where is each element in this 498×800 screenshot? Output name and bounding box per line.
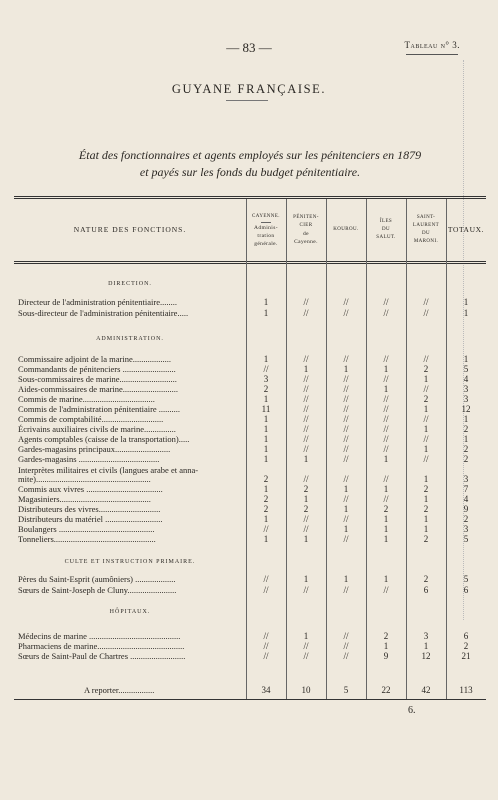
cell-value: 2	[303, 504, 309, 514]
cell-value: 1	[423, 524, 429, 534]
cell-value: 1	[343, 484, 349, 494]
row-label: Directeur de l'administration pénitentiaire........	[18, 297, 177, 307]
row-label: Agents comptables (caisse de la transportation).....	[18, 434, 190, 444]
cell-value: 6	[463, 631, 469, 641]
cell-value: 5	[463, 364, 469, 374]
cell-value: //	[263, 574, 269, 584]
cell-value: 1	[263, 444, 269, 454]
row-label: Aides-commissaires de marine..........................	[18, 384, 179, 394]
cell-value: 1	[423, 474, 429, 484]
cell-value: 2	[423, 574, 429, 584]
cell-value: //	[303, 514, 309, 524]
cell-value: 1	[343, 524, 349, 534]
subtitle-line-2: et payés sur les fonds du budget pénitentiaire.	[139, 165, 361, 179]
cell-value: 1	[383, 534, 389, 544]
cell-value: 2	[263, 504, 269, 514]
cell-value: //	[383, 394, 389, 404]
cell-value: 1	[463, 354, 469, 364]
cell-value: 3	[463, 524, 469, 534]
cell-value: 1	[263, 434, 269, 444]
cell-value: //	[303, 434, 309, 444]
cell-value: 1	[263, 424, 269, 434]
section-direction: DIRECTION.	[108, 281, 152, 287]
cell-value: 2	[463, 444, 469, 454]
cell-value: 7	[463, 484, 469, 494]
cell-value: //	[263, 641, 269, 651]
header-label: TOTAUX.	[447, 225, 485, 234]
cell-value: //	[343, 585, 349, 595]
cell-value: //	[303, 524, 309, 534]
cell-value: //	[343, 354, 349, 364]
cell-value: //	[343, 494, 349, 504]
row-label: Sœurs de Saint-Paul de Chartres ..........................	[18, 651, 186, 661]
cell-value: 2	[463, 641, 469, 651]
cell-value: //	[343, 534, 349, 544]
row-label: Écrivains auxiliaires civils de marine...............	[18, 424, 176, 434]
cell-value: //	[343, 444, 349, 454]
cell-value: 2	[263, 384, 269, 394]
cell-value: 1	[383, 514, 389, 524]
header-label: tration	[257, 232, 275, 239]
cell-value: 1	[423, 404, 429, 414]
cell-value: //	[383, 414, 389, 424]
cell-value: 6	[463, 585, 469, 595]
cell-value: //	[383, 404, 389, 414]
cell-value: //	[343, 414, 349, 424]
cell-value: 1	[343, 504, 349, 514]
row-label: Sous-directeur de l'administration pénitentiaire.....	[18, 308, 189, 318]
cell-value: 1	[263, 484, 269, 494]
cell-value: //	[303, 651, 309, 661]
row-label: Pharmaciens de marine.........................................	[18, 641, 185, 651]
header-nature	[14, 199, 246, 261]
a-reporter-value: 113	[459, 685, 473, 695]
cell-value: //	[383, 297, 389, 307]
cell-value: 21	[461, 651, 471, 661]
header-kourou	[326, 199, 366, 261]
cell-value: //	[303, 354, 309, 364]
reference-rule	[406, 54, 458, 55]
header-label: CAYENNE.	[252, 213, 280, 219]
row-label: Distributeurs des vivres.............................	[18, 504, 161, 514]
cell-value: 2	[303, 484, 309, 494]
cell-value: 4	[463, 494, 469, 504]
cell-value: //	[423, 354, 429, 364]
cell-value: //	[343, 424, 349, 434]
cell-value: 1	[303, 534, 309, 544]
header-label: KOUROU.	[333, 227, 359, 232]
section-hopitaux: HÔPITAUX.	[109, 609, 151, 615]
cell-value: //	[303, 414, 309, 424]
row-label: Pères du Saint-Esprit (aumôniers) ...................	[18, 574, 176, 584]
cell-value: //	[343, 404, 349, 414]
cell-value: 1	[263, 354, 269, 364]
cell-value: //	[343, 631, 349, 641]
cell-value: //	[383, 494, 389, 504]
cell-value: 2	[423, 504, 429, 514]
cell-value: 1	[263, 394, 269, 404]
header-label: de	[303, 231, 309, 237]
row-label: Commis de marine..................................	[18, 394, 155, 404]
cell-value: 1	[263, 514, 269, 524]
cell-value: 1	[303, 494, 309, 504]
cell-value: //	[383, 354, 389, 364]
cell-value: 11	[261, 404, 271, 414]
cell-value: 1	[383, 574, 389, 584]
cell-value: //	[343, 297, 349, 307]
cell-value: 1	[343, 364, 349, 374]
row-label: Sous-commissaires de marine...........................	[18, 374, 177, 384]
cell-value: 3	[263, 374, 269, 384]
cell-value: 1	[383, 524, 389, 534]
cell-value: 1	[423, 444, 429, 454]
cell-value: //	[423, 434, 429, 444]
cell-value: 4	[463, 374, 469, 384]
cell-value: 3	[463, 394, 469, 404]
cell-value: 1	[383, 364, 389, 374]
cell-value: //	[303, 474, 309, 484]
cell-value: 1	[263, 297, 269, 307]
header-label: ÎLES	[379, 219, 393, 224]
row-label: Tonneliers................................................	[18, 534, 156, 544]
header-label: SALUT.	[376, 235, 396, 240]
cell-value: //	[383, 308, 389, 318]
header-label: PÉNITEN-	[293, 215, 319, 220]
personnel-table	[14, 196, 486, 700]
title-rule	[226, 100, 268, 101]
cell-value: 2	[423, 534, 429, 544]
header-label: SAINT-	[416, 215, 436, 220]
cell-value: 1	[263, 414, 269, 424]
cell-value: 3	[463, 474, 469, 484]
cell-value: 1	[263, 308, 269, 318]
a-reporter-value: 42	[421, 685, 431, 695]
a-reporter-value: 22	[381, 685, 391, 695]
section-administration: ADMINISTRATION.	[96, 336, 164, 342]
cell-value: 2	[463, 454, 469, 464]
header-cayenne	[246, 199, 286, 261]
cell-value: 2	[263, 494, 269, 504]
cell-value: 1	[263, 454, 269, 464]
a-reporter-label: A reporter.................	[84, 685, 155, 695]
cell-value: //	[343, 374, 349, 384]
cell-value: //	[263, 631, 269, 641]
cell-value: //	[343, 514, 349, 524]
row-label: Gardes-magasins ......................................	[18, 454, 160, 464]
cell-value: //	[303, 308, 309, 318]
cell-value: 12	[461, 404, 471, 414]
cell-value: 5	[463, 574, 469, 584]
cell-value: 6	[423, 585, 429, 595]
cell-value: //	[423, 308, 429, 318]
cell-value: 1	[423, 374, 429, 384]
cell-value: //	[343, 394, 349, 404]
row-label: Commis de comptabilité.............................	[18, 414, 164, 424]
page-footer: 6.	[408, 705, 416, 716]
cell-value: 2	[263, 474, 269, 484]
cell-value: 1	[423, 424, 429, 434]
cell-value: 2	[423, 394, 429, 404]
cell-value: //	[423, 297, 429, 307]
row-label: Médecins de marine ...........................................	[18, 631, 181, 641]
header-label: générale.	[254, 240, 278, 247]
cell-value: //	[263, 364, 269, 374]
cell-value: 3	[463, 384, 469, 394]
table-subtitle	[30, 147, 470, 181]
cell-value: //	[303, 404, 309, 414]
cell-value: 1	[383, 484, 389, 494]
cell-value: 1	[463, 308, 469, 318]
cell-value: //	[303, 424, 309, 434]
cell-value: //	[343, 474, 349, 484]
cell-value: 2	[383, 631, 389, 641]
row-label: Gardes-magasins principaux..........................	[18, 444, 171, 454]
header-nature-label: NATURE DES FONCTIONS.	[73, 225, 187, 234]
cell-value: //	[423, 384, 429, 394]
row-label: Commis aux vivres ....................................	[18, 484, 163, 494]
cell-value: //	[263, 524, 269, 534]
a-reporter-value: 5	[343, 685, 349, 695]
cell-value: 9	[463, 504, 469, 514]
cell-value: //	[263, 651, 269, 661]
row-label: Commissaire adjoint de la marine..................	[18, 354, 171, 364]
cell-value: //	[343, 454, 349, 464]
cell-value: //	[383, 585, 389, 595]
cell-value: //	[303, 297, 309, 307]
cell-value: //	[423, 454, 429, 464]
cell-value: 2	[423, 484, 429, 494]
header-saint-laurent	[406, 199, 446, 261]
header-penitencier	[286, 199, 326, 261]
cell-value: //	[383, 424, 389, 434]
cell-value: //	[423, 414, 429, 424]
cell-value: //	[303, 585, 309, 595]
cell-value: 1	[463, 414, 469, 424]
cell-value: 3	[423, 631, 429, 641]
cell-value: 2	[463, 424, 469, 434]
cell-value: 12	[421, 651, 431, 661]
cell-value: 1	[303, 454, 309, 464]
header-label: CIER	[299, 223, 313, 228]
cell-value: //	[383, 434, 389, 444]
cell-value: 5	[463, 534, 469, 544]
cell-value: //	[263, 585, 269, 595]
header-separator	[261, 222, 271, 223]
header-label: Adminis-	[254, 224, 278, 231]
row-label: Sœurs de Saint-Joseph de Cluny.......................	[18, 585, 177, 595]
cell-value: 1	[463, 297, 469, 307]
row-label: Interprètes militaires et civils (langues arabe et anna-	[18, 465, 199, 475]
header-label: MARONI.	[413, 239, 439, 244]
cell-value: //	[343, 641, 349, 651]
cell-value: 1	[423, 514, 429, 524]
cell-value: 9	[383, 651, 389, 661]
header-totaux	[446, 199, 486, 261]
cell-value: 1	[263, 534, 269, 544]
page-number: — 83 —	[226, 40, 272, 55]
cell-value: 1	[383, 641, 389, 651]
header-iles-du-salut	[366, 199, 406, 261]
row-label: Boulangers .............................................	[18, 524, 155, 534]
header-label: LAURENT	[412, 223, 440, 228]
cell-value: 1	[383, 384, 389, 394]
row-label: Magasiniers...........................................	[18, 494, 151, 504]
subtitle-line-1: État des fonctionnaires et agents employés sur les pénitenciers en 1879	[78, 148, 422, 162]
row-label: Distributeurs du matériel ...........................	[18, 514, 163, 524]
cell-value: //	[303, 444, 309, 454]
cell-value: 1	[423, 494, 429, 504]
cell-value: //	[383, 444, 389, 454]
header-label: DU	[381, 227, 391, 232]
cell-value: //	[343, 384, 349, 394]
header-label: DU	[421, 231, 431, 236]
cell-value: 2	[383, 504, 389, 514]
cell-value: //	[343, 651, 349, 661]
cell-value: //	[343, 308, 349, 318]
a-reporter-value: 10	[301, 685, 311, 695]
section-culte: CULTE ET INSTRUCTION PRIMAIRE.	[64, 559, 196, 565]
row-label: mite)......................................................	[18, 474, 151, 484]
page-title: GUYANE FRANÇAISE.	[171, 82, 327, 96]
cell-value: 1	[303, 364, 309, 374]
cell-value: 1	[463, 434, 469, 444]
row-label: Commis de l'administration pénitentiaire ..........	[18, 404, 181, 414]
cell-value: 2	[423, 364, 429, 374]
cell-value: //	[303, 374, 309, 384]
cell-value: //	[303, 394, 309, 404]
header-label: Cayenne.	[294, 239, 318, 245]
cell-value: 1	[383, 454, 389, 464]
cell-value: 1	[343, 574, 349, 584]
cell-value: 1	[303, 631, 309, 641]
cell-value: //	[303, 641, 309, 651]
cell-value: //	[343, 434, 349, 444]
cell-value: 1	[303, 574, 309, 584]
row-label: Commandants de pénitenciers .........................	[18, 364, 176, 374]
cell-value: //	[383, 474, 389, 484]
cell-value: //	[383, 374, 389, 384]
cell-value: 1	[423, 641, 429, 651]
cell-value: 2	[463, 514, 469, 524]
cell-value: //	[303, 384, 309, 394]
table-reference: Tableau n° 3.	[404, 40, 460, 50]
a-reporter-value: 34	[261, 685, 271, 695]
